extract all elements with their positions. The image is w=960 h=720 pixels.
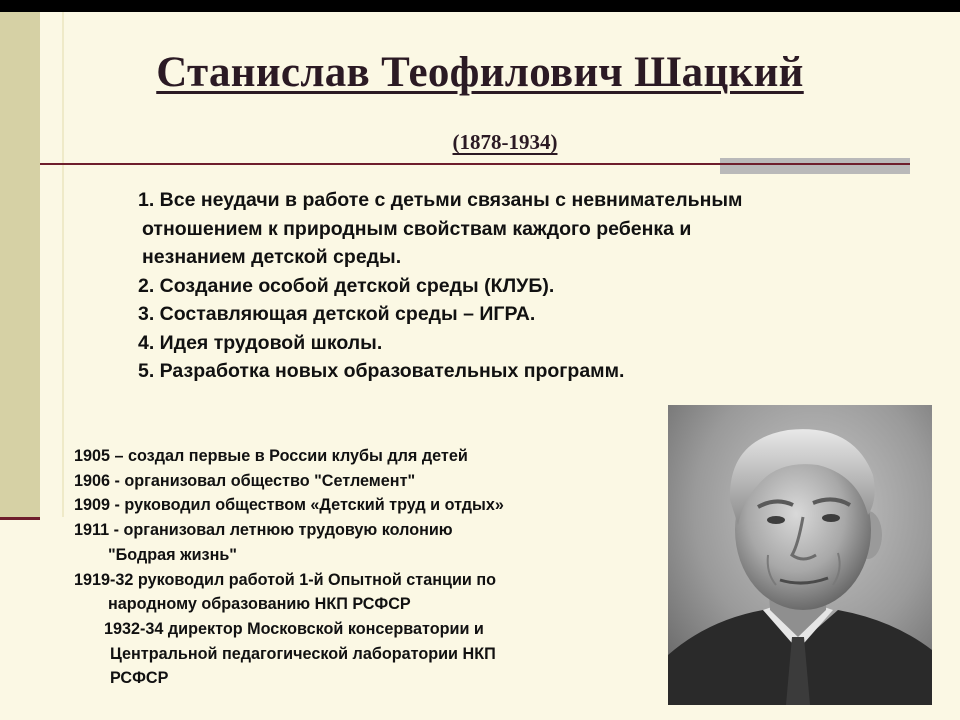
timeline-line: "Бодрая жизнь" (108, 545, 237, 564)
life-years (0, 130, 960, 155)
timeline-line: 1905 – создал первые в России клубы для детей (74, 447, 468, 465)
left-band-underline (0, 517, 40, 520)
top-bar (0, 0, 960, 12)
idea-line: незнанием детской среды. (142, 246, 402, 268)
timeline-line: РСФСР (110, 669, 169, 688)
portrait-icon (668, 405, 932, 705)
timeline-line: 1919-32 руководил работой 1-й Опытной станции по (74, 570, 497, 589)
years-text: (1878-1934) (452, 130, 558, 154)
idea-item: 3. Составляющая детской среды – ИГРА. (138, 303, 536, 325)
timeline-line: 1906 - организовал общество "Сетлемент" (74, 471, 416, 490)
timeline-line: 1909 - руководил обществом «Детский труд и отдых» (74, 496, 504, 515)
timeline-item (74, 444, 664, 469)
biography-timeline (74, 444, 664, 691)
idea-item (138, 186, 898, 272)
timeline-line: народному образованию НКП РСФСР (108, 595, 411, 614)
title-text: Станислав Теофилович Шацкий (156, 49, 804, 96)
portrait-photo (668, 405, 932, 705)
timeline-item (74, 518, 664, 567)
timeline-item (74, 469, 664, 494)
key-ideas-list (138, 186, 898, 386)
idea-item: 4. Идея трудовой школы. (138, 331, 383, 354)
idea-line: 1. Все неудачи в работе с детьми связаны с невнимательным (138, 189, 743, 211)
timeline-item (74, 568, 664, 617)
timeline-line: Центральной педагогической лаборатории НКП (110, 644, 496, 663)
timeline-line: 1932-34 директор Московской консерватории и (104, 619, 484, 638)
timeline-line: 1911 - организовал летнюю трудовую колонию (74, 521, 453, 540)
idea-item: 2. Создание особой детской среды (КЛУБ). (138, 274, 555, 297)
slide-title (0, 48, 960, 97)
idea-line: отношением к природным свойствам каждого ребенка и (142, 217, 692, 240)
timeline-item (74, 617, 664, 691)
idea-item: 5. Разработка новых образовательных программ. (138, 360, 625, 382)
title-divider (40, 163, 910, 165)
timeline-item (74, 493, 664, 518)
grey-accent-bar (720, 158, 910, 174)
